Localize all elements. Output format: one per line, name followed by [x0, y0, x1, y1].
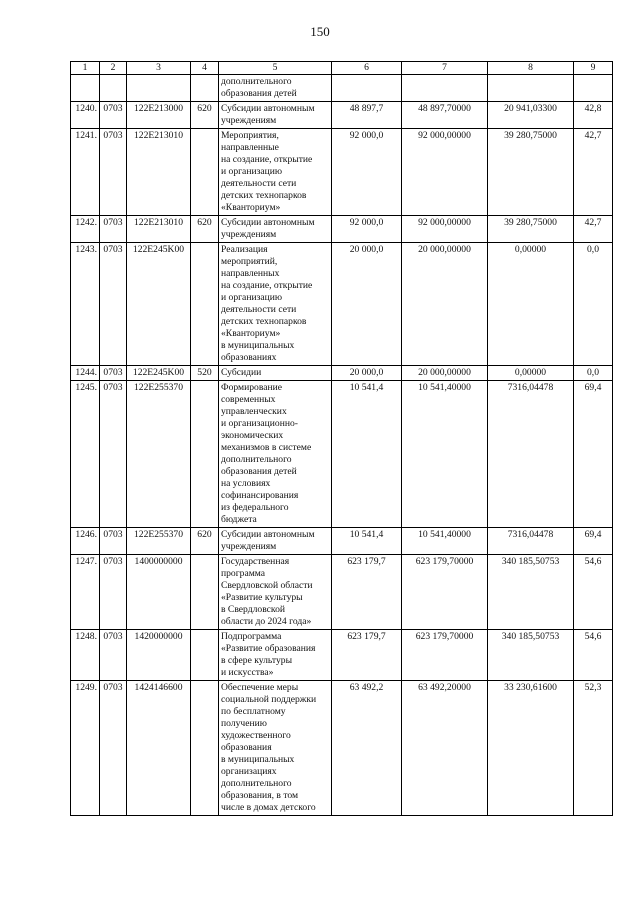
- cell-executed: 39 280,75000: [488, 129, 574, 216]
- cell-refined: 20 000,00000: [402, 366, 488, 381]
- cell-section-code: 0703: [100, 366, 127, 381]
- cell-name: Субсидии: [219, 366, 332, 381]
- cell-row-number: 1248.: [71, 630, 100, 681]
- table-row: [71, 555, 613, 630]
- cell-row-number: 1243.: [71, 243, 100, 366]
- cell-name: дополнительного образования детей: [219, 75, 332, 102]
- cell-section-code: 0703: [100, 528, 127, 555]
- cell-row-number: 1246.: [71, 528, 100, 555]
- cell-refined: 63 492,20000: [402, 681, 488, 816]
- cell-approved: 10 541,4: [332, 528, 402, 555]
- cell-executed: 7316,04478: [488, 528, 574, 555]
- cell-expense-type: 620: [191, 216, 219, 243]
- cell-expense-type: [191, 555, 219, 630]
- cell-refined: 623 179,70000: [402, 630, 488, 681]
- table-row: [71, 243, 613, 366]
- column-header: 2: [100, 62, 127, 75]
- table-row: [71, 630, 613, 681]
- cell-executed: 7316,04478: [488, 381, 574, 528]
- cell-percent: 54,6: [574, 555, 613, 630]
- cell-row-number: 1244.: [71, 366, 100, 381]
- cell-expense-type: [191, 243, 219, 366]
- cell-approved: 623 179,7: [332, 630, 402, 681]
- cell-section-code: 0703: [100, 129, 127, 216]
- cell-approved: 20 000,0: [332, 243, 402, 366]
- cell-section-code: 0703: [100, 102, 127, 129]
- cell-target-code: 1424146600: [127, 681, 191, 816]
- cell-expense-type: [191, 630, 219, 681]
- cell-refined: 92 000,00000: [402, 216, 488, 243]
- cell-approved: 48 897,7: [332, 102, 402, 129]
- cell-name: Субсидии автономным учреждениям: [219, 216, 332, 243]
- cell-approved: 10 541,4: [332, 381, 402, 528]
- cell-refined: 92 000,00000: [402, 129, 488, 216]
- cell-name: Государственная программа Свердловской области «Развитие культуры в Свердловской области до 2024 года»: [219, 555, 332, 630]
- cell-name: Реализация мероприятий, направленных на создание, открытие и организацию деятельности сети детских технопарков «Кванториум» в муниципальных образованиях: [219, 243, 332, 366]
- cell-percent: 0,0: [574, 243, 613, 366]
- cell-name: Обеспечение меры социальной поддержки по бесплатному получению художественного образования в муниципальных организациях дополнительного образования, в том числе в домах детского: [219, 681, 332, 816]
- cell-expense-type: 620: [191, 528, 219, 555]
- cell-row-number: 1249.: [71, 681, 100, 816]
- cell-executed: 33 230,61600: [488, 681, 574, 816]
- cell-row-number: 1247.: [71, 555, 100, 630]
- cell-section-code: 0703: [100, 630, 127, 681]
- cell-approved: 623 179,7: [332, 555, 402, 630]
- cell-expense-type: [191, 381, 219, 528]
- budget-table: [70, 61, 613, 816]
- cell-approved: 92 000,0: [332, 216, 402, 243]
- table-row: [71, 216, 613, 243]
- cell-target-code: 122E213010: [127, 129, 191, 216]
- cell-percent: 69,4: [574, 528, 613, 555]
- cell-name: Формирование современных управленческих и организационно- экономических механизмов в системе дополнительного образования детей на условиях софинансирования из федерального бюджета: [219, 381, 332, 528]
- cell-section-code: 0703: [100, 681, 127, 816]
- cell-executed: 0,00000: [488, 366, 574, 381]
- cell-expense-type: [191, 681, 219, 816]
- page-number: 150: [310, 24, 330, 39]
- cell-row-number: 1242.: [71, 216, 100, 243]
- cell-approved: 92 000,0: [332, 129, 402, 216]
- cell-target-code: 122E213010: [127, 216, 191, 243]
- cell-target-code: 122E255370: [127, 381, 191, 528]
- cell-percent: 42,7: [574, 216, 613, 243]
- cell-refined: 10 541,40000: [402, 381, 488, 528]
- cell-percent: 42,7: [574, 129, 613, 216]
- cell-name: Субсидии автономным учреждениям: [219, 102, 332, 129]
- cell-percent: 42,8: [574, 102, 613, 129]
- table-row: [71, 102, 613, 129]
- cell-target-code: 122E245K00: [127, 243, 191, 366]
- cell-percent: 0,0: [574, 366, 613, 381]
- cell-target-code: 1400000000: [127, 555, 191, 630]
- table-row: [71, 366, 613, 381]
- cell-target-code: 1420000000: [127, 630, 191, 681]
- cell-refined: 623 179,70000: [402, 555, 488, 630]
- cell-executed: 39 280,75000: [488, 216, 574, 243]
- continuation-row: [71, 75, 613, 102]
- table-row: [71, 381, 613, 528]
- cell-section-code: 0703: [100, 381, 127, 528]
- column-header: 4: [191, 62, 219, 75]
- cell-expense-type: [191, 129, 219, 216]
- cell-name: Мероприятия, направленные на создание, открытие и организацию деятельности сети детских технопарков «Кванториум»: [219, 129, 332, 216]
- cell-executed: 20 941,03300: [488, 102, 574, 129]
- header-row: [71, 62, 613, 75]
- cell-executed: 340 185,50753: [488, 555, 574, 630]
- column-header: 7: [402, 62, 488, 75]
- cell-percent: 54,6: [574, 630, 613, 681]
- column-header: 5: [219, 62, 332, 75]
- cell-approved: 63 492,2: [332, 681, 402, 816]
- cell-expense-type: 520: [191, 366, 219, 381]
- table-row: [71, 528, 613, 555]
- cell-name: Подпрограмма «Развитие образования в сфере культуры и искусства»: [219, 630, 332, 681]
- cell-refined: 10 541,40000: [402, 528, 488, 555]
- cell-percent: 69,4: [574, 381, 613, 528]
- cell-refined: 20 000,00000: [402, 243, 488, 366]
- cell-row-number: 1245.: [71, 381, 100, 528]
- cell-section-code: 0703: [100, 216, 127, 243]
- cell-executed: 0,00000: [488, 243, 574, 366]
- cell-row-number: 1241.: [71, 129, 100, 216]
- cell-approved: 20 000,0: [332, 366, 402, 381]
- cell-expense-type: 620: [191, 102, 219, 129]
- column-header: 9: [574, 62, 613, 75]
- cell-row-number: 1240.: [71, 102, 100, 129]
- cell-section-code: 0703: [100, 243, 127, 366]
- cell-executed: 340 185,50753: [488, 630, 574, 681]
- cell-target-code: 122E213000: [127, 102, 191, 129]
- cell-name: Субсидии автономным учреждениям: [219, 528, 332, 555]
- column-header: 8: [488, 62, 574, 75]
- table-row: [71, 129, 613, 216]
- cell-target-code: 122E255370: [127, 528, 191, 555]
- column-header: 6: [332, 62, 402, 75]
- cell-target-code: 122E245K00: [127, 366, 191, 381]
- column-header: 1: [71, 62, 100, 75]
- cell-section-code: 0703: [100, 555, 127, 630]
- cell-refined: 48 897,70000: [402, 102, 488, 129]
- cell-percent: 52,3: [574, 681, 613, 816]
- table-row: [71, 681, 613, 816]
- column-header: 3: [127, 62, 191, 75]
